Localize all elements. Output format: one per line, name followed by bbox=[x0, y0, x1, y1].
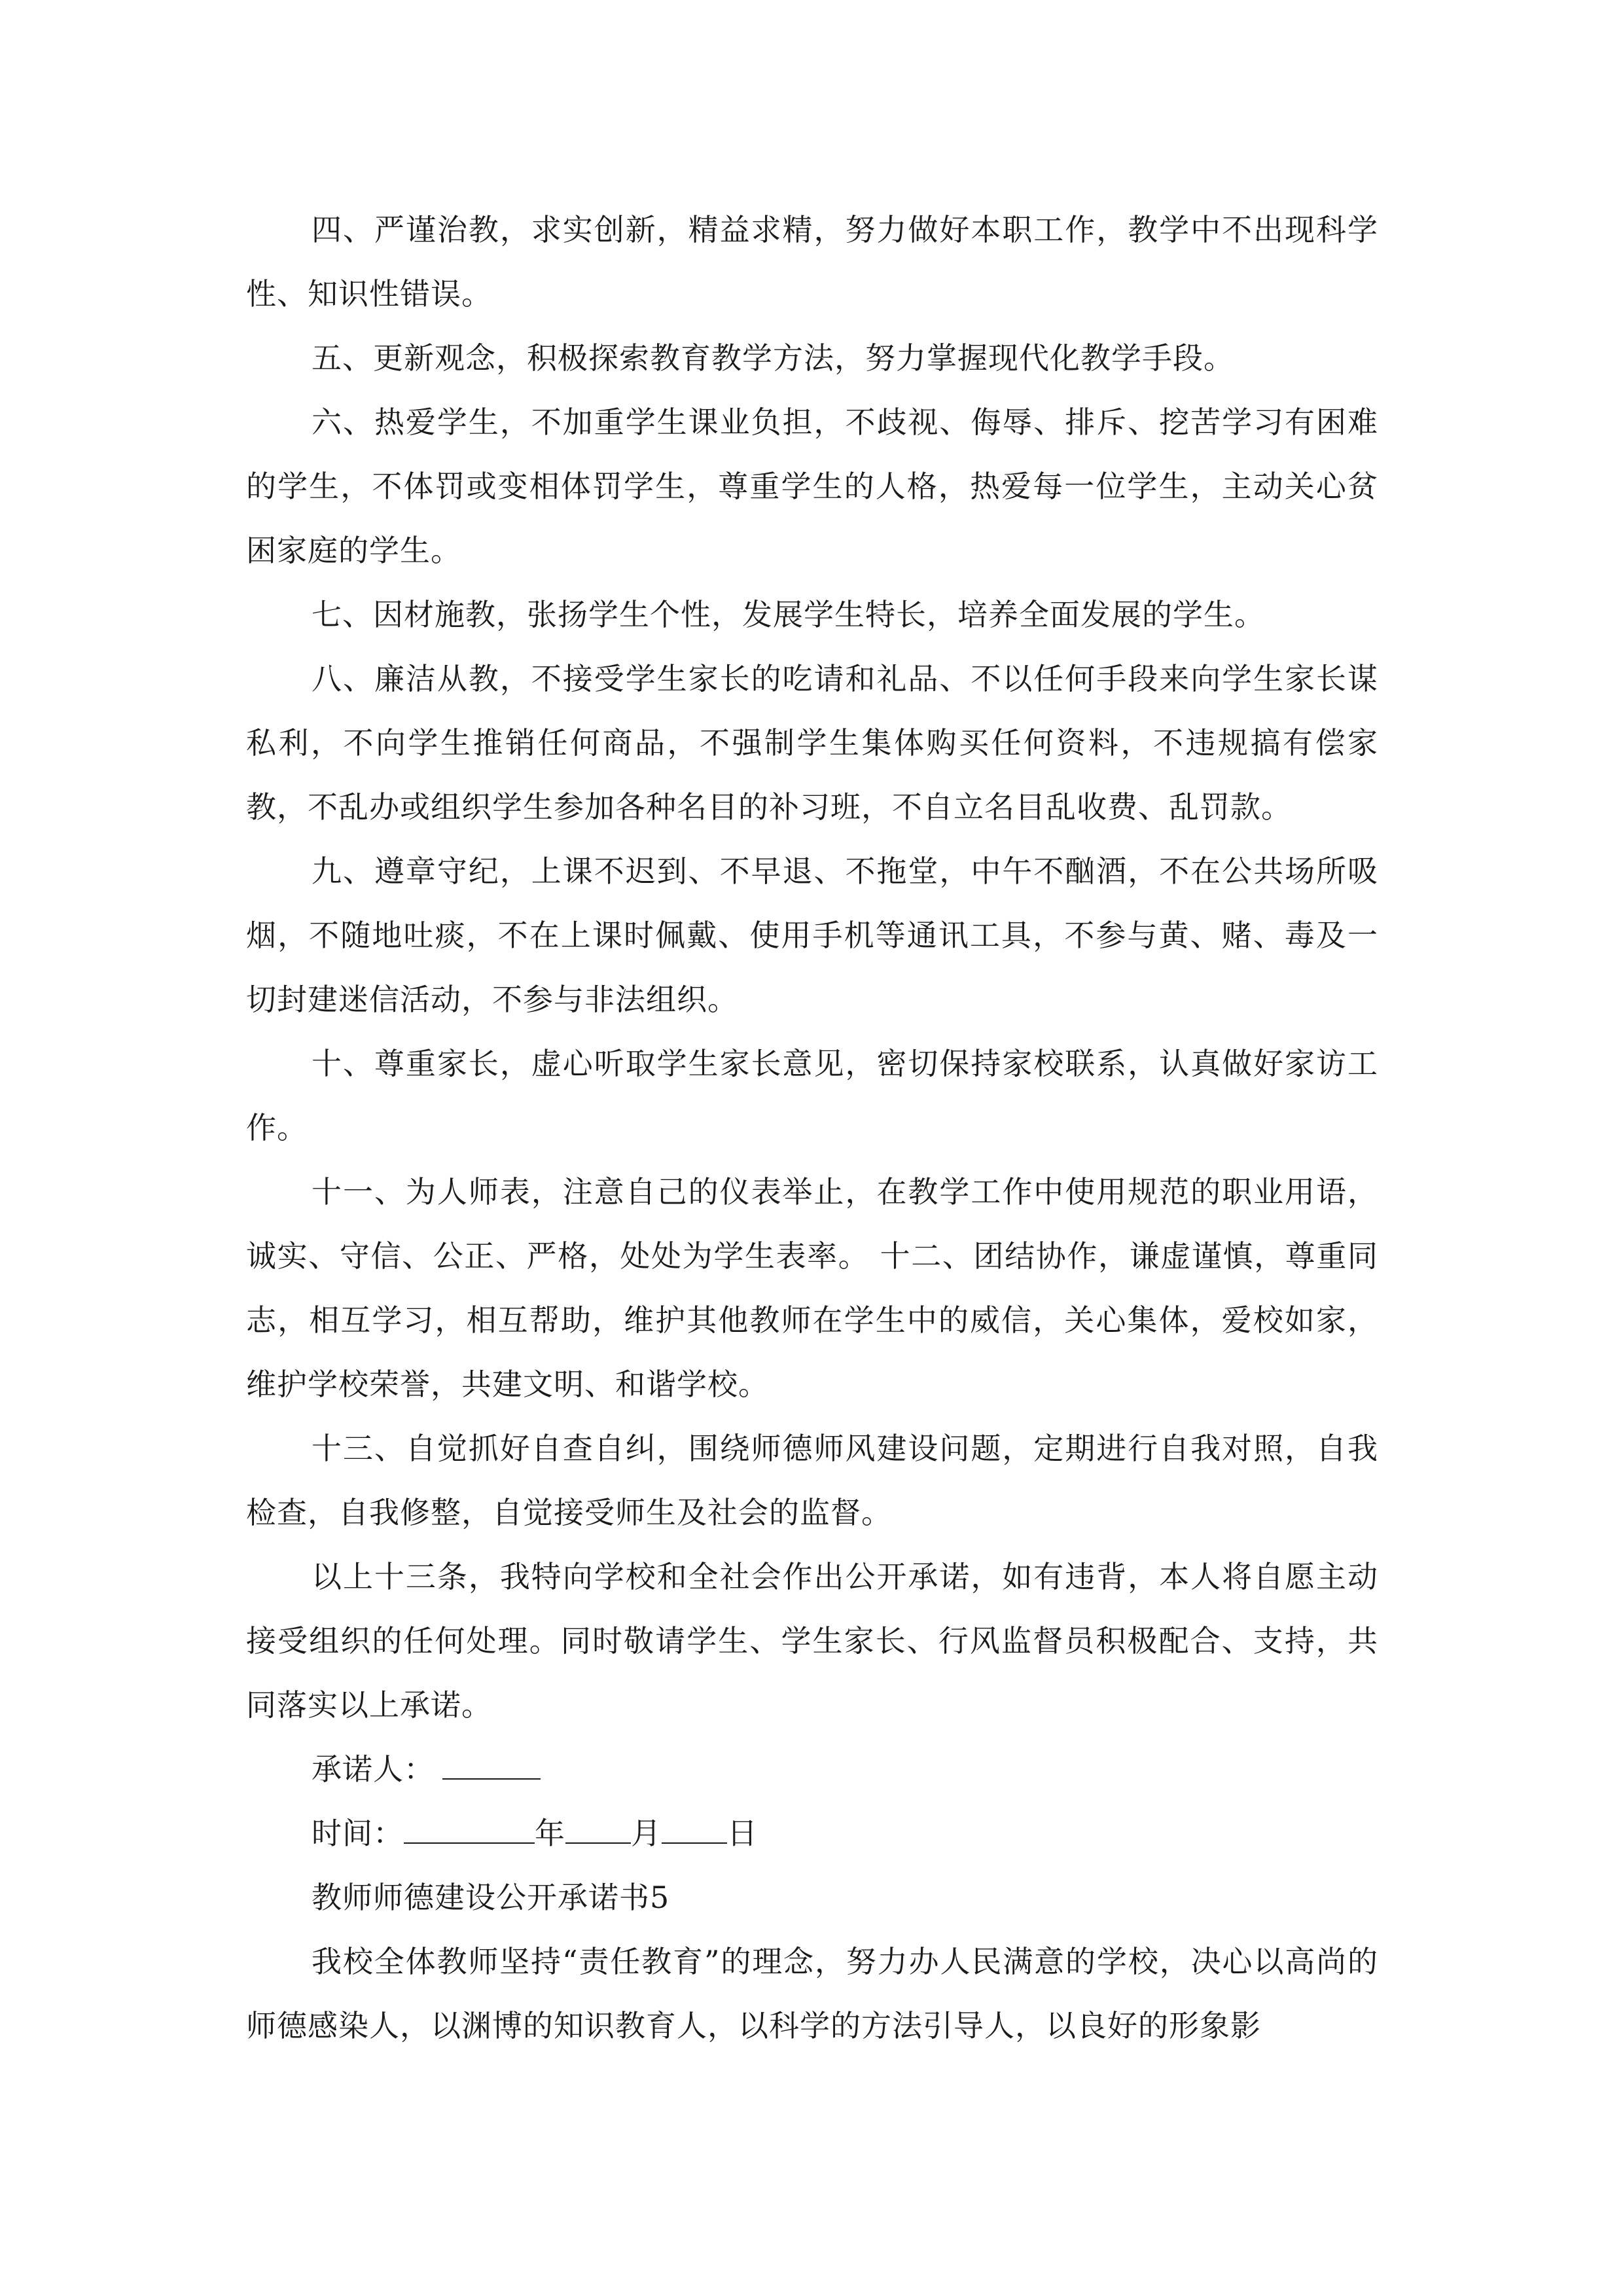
signature-blank bbox=[442, 1752, 541, 1780]
paragraph-commitment-summary: 以上十三条，我特向学校和全社会作出公开承诺，如有违背，本人将自愿主动接受组织的任何处理。同时敬请学生、学生家长、行风监督员积极配合、支持，共同落实以上承诺。 bbox=[246, 1559, 1378, 1723]
paragraph-item-9: 九、遵章守纪，上课不迟到、不早退、不拖堂，中午不酗酒，不在公共场所吸烟，不随地吐痰，不在上课时佩戴、使用手机等通讯工具，不参与黄、赌、毒及一切封建迷信活动，不参与非法组织。 bbox=[246, 853, 1378, 1017]
month-blank bbox=[565, 1816, 631, 1844]
paragraph-item-6: 六、热爱学生，不加重学生课业负担，不歧视、侮辱、排斥、挖苦学习有困难的学生，不体罚或变相体罚学生，尊重学生的人格，热爱每一位学生，主动关心贫困家庭的学生。 bbox=[246, 404, 1378, 568]
date-line bbox=[246, 1801, 1378, 1865]
paragraph-item-4: 四、严谨治教，求实创新，精益求精，努力做好本职工作，教学中不出现科学性、知识性错误。 bbox=[246, 212, 1378, 312]
month-label: 月 bbox=[631, 1816, 662, 1851]
day-label: 日 bbox=[727, 1816, 758, 1851]
paragraph-item-13: 十三、自觉抓好自查自纠，围绕师德师风建设问题，定期进行自我对照，自我检查，自我修整，自觉接受师生及社会的监督。 bbox=[246, 1431, 1378, 1530]
paragraph-item-7: 七、因材施教，张扬学生个性，发展学生特长，培养全面发展的学生。 bbox=[312, 597, 1265, 632]
year-label: 年 bbox=[535, 1816, 565, 1851]
section-title: 教师师德建设公开承诺书5 bbox=[312, 1880, 670, 1915]
year-blank bbox=[404, 1816, 535, 1844]
signature-label: 承诺人： bbox=[312, 1751, 435, 1787]
date-label: 时间： bbox=[312, 1816, 404, 1851]
paragraph-item-11-12: 十一、为人师表，注意自己的仪表举止，在教学工作中使用规范的职业用语，诚实、守信、公正、严格，处处为学生表率。 十二、团结协作，谦虚谨慎，尊重同志，相互学习，相互帮助，维护其他教师在学生中的威信，关心集体，爱校如家，维护学校荣誉，共建文明、和谐学校。 bbox=[246, 1174, 1378, 1402]
paragraph-item-8: 八、廉洁从教，不接受学生家长的吃请和礼品、不以任何手段来向学生家长谋私利，不向学生推销任何商品，不强制学生集体购买任何资料，不违规搞有偿家教，不乱办或组织学生参加各种名目的补习班，不自立名目乱收费、乱罚款。 bbox=[246, 661, 1378, 825]
day-blank bbox=[662, 1816, 727, 1844]
signature-line bbox=[246, 1737, 1378, 1801]
paragraph-item-5: 五、更新观念，积极探索教育教学方法，努力掌握现代化教学手段。 bbox=[312, 340, 1234, 376]
closing-paragraph: 我校全体教师坚持“责任教育”的理念，努力办人民满意的学校，决心以高尚的师德感染人，以渊博的知识教育人，以科学的方法引导人，以良好的形象影 bbox=[246, 1944, 1378, 2043]
document-body bbox=[246, 198, 1378, 2058]
paragraph-item-10: 十、尊重家长，虚心听取学生家长意见，密切保持家校联系，认真做好家访工作。 bbox=[246, 1046, 1378, 1145]
